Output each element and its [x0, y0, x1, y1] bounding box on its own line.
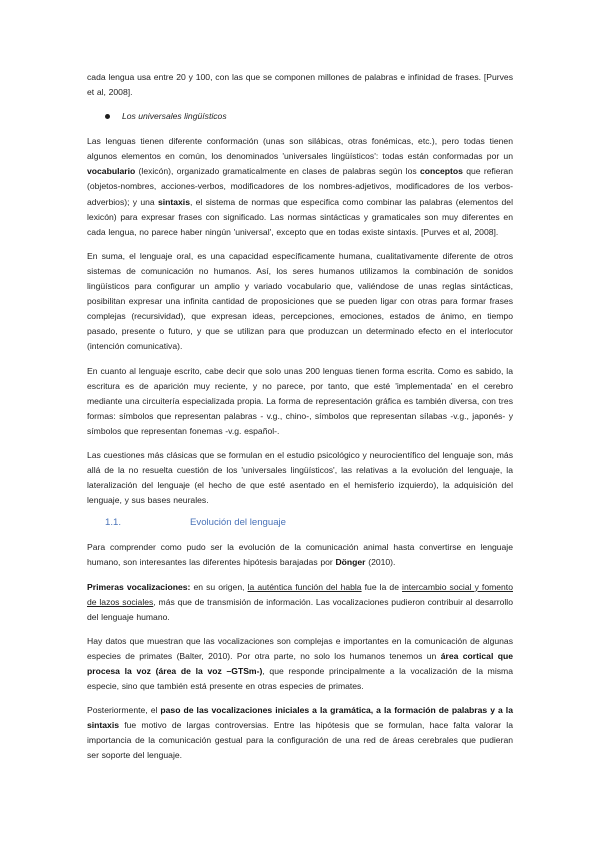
- text-run: Para comprender como pudo ser la evolución de la comunicación animal hasta convertirse en lenguaje humano, son interesantes las diferentes hipótesis barajadas por: [87, 542, 513, 568]
- section-number: 1.1.: [105, 517, 122, 529]
- paragraph-primeras-vocalizaciones: [87, 580, 513, 625]
- section-title: Evolución del lenguaje: [190, 517, 287, 529]
- paragraph-text: cada lengua usa entre 20 y 100, con las que se componen millones de palabras e infinidad de frases. [Purves et al, 2008].: [87, 72, 513, 98]
- underlined-phrase: intercambio social y fomento de lazos sociales: [87, 581, 513, 607]
- paragraph-lenguaje-oral: [87, 249, 513, 355]
- bold-term-sintaxis: sintaxis: [157, 196, 190, 207]
- bold-term-vocabulario: vocabulario: [87, 166, 136, 177]
- text-run: Hay datos que muestran que las vocalizaciones son complejas e importantes en la comunicación de algunas especies de primates (Balter, 2010). Por otra parte, no solo los humanos tenemos un: [87, 635, 513, 661]
- underlined-phrase: la auténtica función del habla: [247, 581, 362, 592]
- bold-phrase: área cortical que procesa la voz (área de la voz –GTSm-): [87, 650, 513, 676]
- paragraph-text: En suma, el lenguaje oral, es una capacidad específicamente humana, cualitativamente diferente de otros sistemas de comunicación no humanos. Así, los seres humanos utilizamos la combinación de sonidos lingüísticos para configurar un amplio y variado vocabulario que, valiéndose de unas reglas sintácticas, posibilitan expresar una infinita cantidad de proposiciones que se pueden ligar con otras para formar frases complejas (recursividad), que expresan ideas, percepciones, emociones, estados de ánimo, en tiempo pasado, presente o futuro, y que se utilizan para que produzcan un determinado efecto en el interlocutor (intención comunicativa).: [87, 250, 513, 352]
- text-run: Las lenguas tienen diferente conformación (unas son silábicas, otras fonémicas, etc.), pero todas tienen algunos elementos en común, los denominados 'universales lingüísticos': todas están conformadas por un: [87, 136, 513, 162]
- bullet-icon: [105, 114, 110, 119]
- bold-lead: Primeras vocalizaciones:: [87, 581, 191, 592]
- paragraph-evolucion-intro: [87, 540, 513, 570]
- text-run: en su origen,: [190, 581, 248, 592]
- paragraph-cuestiones: [87, 448, 513, 508]
- text-run: fue motivo de largas controversias. Entre las hipótesis que se formulan, hace falta valorar la importancia de la comunicación gestual para la configuración de una red de áreas cerebrales que pudieran ser soporte del lenguaje.: [87, 720, 513, 761]
- bullet-text: Los universales lingüísticos: [122, 111, 227, 122]
- paragraph-posteriormente: [87, 703, 513, 763]
- paragraph-text: Las cuestiones más clásicas que se formulan en el estudio psicológico y neurocientífico del lenguaje son, más allá de la no resuelta cuestión de los 'universales lingüísticos', las relativas a la evolución del lenguaje, la lateralización del lenguaje (el hecho de que esté asentado en el hemisferio izquierdo), la adquisición del lenguaje, y sus bases neurales.: [87, 449, 513, 506]
- paragraph-intro-continuation: [87, 70, 513, 100]
- section-heading: [87, 517, 513, 528]
- bullet-item-universales: [87, 109, 513, 124]
- bold-phrase: paso de las vocalizaciones iniciales a la gramática, a la formación de palabras y a la sintaxis: [87, 705, 513, 731]
- paragraph-vocalizaciones-primates: [87, 634, 513, 694]
- bold-author: Dönger: [335, 557, 366, 568]
- paragraph-lenguaje-escrito: [87, 364, 513, 439]
- bold-term-conceptos: conceptos: [419, 166, 463, 177]
- paragraph-text: En cuanto al lenguaje escrito, cabe decir que solo unas 200 lenguas tienen forma escrita. Como es sabido, la escritura es de aparición muy reciente, y no parece, por tanto, que esté 'implementada' en el cerebro mediante una circuitería especializada propia. La forma de representación gráfica es también diversa, con tres formas: símbolos que representan palabras - v.g., chino-, símbolos que representan sílabas -v.g., japonés- y símbolos que representan fonemas -v.g. español-.: [87, 365, 513, 436]
- text-run: que refieran (objetos-nombres, acciones-verbos, modificadores de los nombres-adjetivos, modificadores de los verbos-adverbios); y una: [87, 166, 513, 207]
- paragraph-universales: [87, 134, 513, 240]
- text-run: , el sistema de normas que especifica como combinar las palabras (elementos del lexicón) para expresar frases con significado. Las normas sintácticas y gramaticales son muy diferentes en cada lengua, no parece haber ningún 'universal', excepto que en todas existe sintaxis. [Purves et al, 2008].: [87, 196, 513, 237]
- text-run: , que responde principalmente a la vocalización de la misma especie, sino que también está presente en otras especies de primates.: [87, 666, 513, 692]
- text-run: fue la de: [361, 581, 403, 592]
- text-run: (lexicón), organizado gramaticalmente en clases de palabras según los: [135, 166, 420, 177]
- text-run: (2010).: [365, 557, 396, 568]
- text-run: , más que de transmisión de información. Las vocalizaciones pudieron contribuir al desarrollo del lenguaje humano.: [87, 596, 513, 622]
- text-run: Posteriormente, el: [87, 705, 161, 716]
